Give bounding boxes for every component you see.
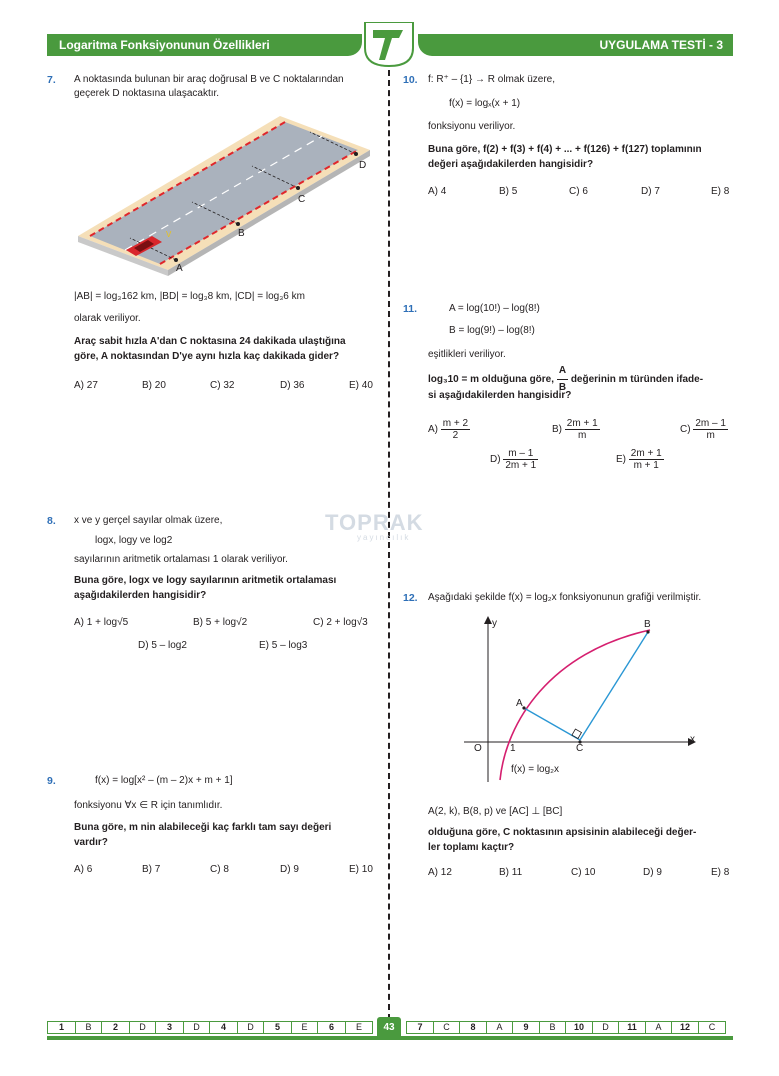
q10-number: 10. (403, 74, 418, 86)
answer-key-answer: D (130, 1022, 156, 1033)
q12-text: Aşağıdaki şekilde f(x) = log₂x fonksiyonunun grafiği verilmiştir. (428, 592, 702, 603)
q7-label-b: B (238, 228, 245, 239)
answer-key-answer: A (487, 1022, 513, 1033)
q12-option-a[interactable]: A) 12 (428, 867, 452, 878)
answer-key-number: 9 (513, 1022, 540, 1033)
q7-question-1: Araç sabit hızla A'dan C noktasına 24 dakikada ulaştığına (74, 336, 346, 347)
q11-option-c[interactable]: C) $\frac{2m - 1}{m}$ (680, 418, 726, 441)
q9-option-c[interactable]: C) 8 (210, 864, 229, 875)
q8-text-1: x ve y gerçel sayılar olmak üzere, (74, 515, 223, 526)
q12-label-a: A (516, 698, 523, 709)
q11-option-e[interactable]: E) $\frac{2m + 1}{m + 1}$ (616, 448, 662, 471)
q12-label-o: O (474, 743, 482, 754)
q11-option-d[interactable]: D) $\frac{m - 1}{2m + 1}$ (490, 448, 537, 471)
watermark-sub: yayıncılık (357, 533, 411, 542)
q8-text-3: sayılarının aritmetik ortalaması 1 olarak veriliyor. (74, 554, 288, 565)
q9-option-e[interactable]: E) 10 (349, 864, 373, 875)
q11-option-b[interactable]: B) $\frac{2m + 1}{m}$ (552, 418, 598, 441)
footer-bar (47, 1036, 733, 1040)
header-right-title: UYGULAMA TESTİ - 3 (418, 34, 733, 56)
q8-option-b[interactable]: B) 5 + log√2 (193, 617, 248, 628)
q10-option-b[interactable]: B) 5 (499, 186, 518, 197)
q12-option-d[interactable]: D) 9 (643, 867, 662, 878)
q7-option-e[interactable]: E) 40 (349, 380, 373, 391)
q8-option-c[interactable]: C) 2 + log√3 (313, 617, 368, 628)
q8-number: 8. (47, 515, 56, 527)
column-divider (388, 70, 390, 1020)
q10-line-1: f: R⁺ – {1} → R olmak üzere, (428, 74, 555, 85)
q12-option-c[interactable]: C) 10 (571, 867, 596, 878)
q8-question-1: Buna göre, logx ve logy sayılarının aritmetik ortalaması (74, 575, 337, 586)
q12-question-2: ler toplamı kaçtır? (428, 842, 515, 853)
answer-key-left (47, 1021, 373, 1034)
q9-question-2: vardır? (74, 837, 108, 848)
q12-question-1: olduğuna göre, C noktasının apsisinin alabileceği değer- (428, 827, 697, 838)
answer-key-number: 12 (672, 1022, 699, 1033)
answer-key-number: 7 (407, 1022, 434, 1033)
q11-line-3: eşitlikleri veriliyor. (428, 349, 506, 360)
q10-option-e[interactable]: E) 8 (711, 186, 730, 197)
q9-option-d[interactable]: D) 9 (280, 864, 299, 875)
q10-option-d[interactable]: D) 7 (641, 186, 660, 197)
answer-key-number: 3 (156, 1022, 184, 1033)
q10-option-c[interactable]: C) 6 (569, 186, 588, 197)
q11-number: 11. (403, 303, 418, 315)
q7-text-2: geçerek D noktasına ulaşacaktır. (74, 88, 220, 99)
q7-label-v: V (166, 230, 172, 239)
q12-graph (460, 612, 700, 787)
q12-label-y: y (492, 618, 497, 629)
q7-label-c: C (298, 194, 306, 205)
answer-key-answer: E (355, 1022, 362, 1032)
answer-key-answer: D (184, 1022, 210, 1033)
q10-line-2: f(x) = logₓ(x + 1) (449, 98, 521, 109)
q7-number: 7. (47, 74, 56, 86)
q11-condition: log₃10 = m olduğuna göre, (428, 374, 555, 386)
q8-option-e[interactable]: E) 5 – log3 (259, 640, 308, 651)
answer-key-answer: D (593, 1022, 619, 1033)
q8-option-a[interactable]: A) 1 + log√5 (74, 617, 129, 628)
publisher-logo (363, 22, 415, 68)
q12-option-b[interactable]: B) 11 (499, 867, 523, 878)
answer-key-right (406, 1021, 726, 1034)
watermark-brand: TOPRAK (325, 510, 424, 535)
q9-number: 9. (47, 775, 56, 787)
q11-question-2: si aşağıdakilerden hangisidir? (428, 390, 572, 401)
q12-option-e[interactable]: E) 8 (711, 867, 730, 878)
answer-key-number: 10 (566, 1022, 593, 1033)
answer-key-number: 5 (264, 1022, 292, 1033)
answer-key-number: 11 (619, 1022, 646, 1033)
page-number: 43 (377, 1017, 401, 1039)
q7-given: olarak veriliyor. (74, 313, 141, 324)
q7-distances: |AB| = log₃162 km, |BD| = log₃8 km, |CD| = log₃6 km (74, 291, 305, 302)
answer-key-number: 2 (102, 1022, 130, 1033)
q7-question-2: göre, A noktasından D'ye aynı hızla kaç dakikada gider? (74, 351, 340, 362)
q10-question-2: değeri aşağıdakilerden hangisidir? (428, 159, 594, 170)
q12-function-label: f(x) = log₂x (511, 764, 560, 775)
answer-key-number: 6 (318, 1022, 346, 1033)
q12-given: A(2, k), B(8, p) ve [AC] ⊥ [BC] (428, 806, 563, 817)
q9-text: fonksiyonu ∀x ∈ R için tanımlıdır. (74, 800, 223, 811)
q7-label-a: A (176, 263, 183, 274)
q7-option-a[interactable]: A) 27 (74, 380, 98, 391)
q11-line-1: A = log(10!) – log(8!) (449, 303, 540, 314)
answer-key-answer: C (434, 1022, 460, 1033)
answer-key-number: 1 (48, 1022, 76, 1033)
q7-option-d[interactable]: D) 36 (280, 380, 305, 391)
q12-label-c: C (576, 743, 584, 754)
q11-question-tail: değerinin m türünden ifade- (570, 374, 704, 386)
answer-key-answer: B (540, 1022, 566, 1033)
q9-question-1: Buna göre, m nin alabileceği kaç farklı tam sayı değeri (74, 822, 332, 833)
q12-label-one: 1 (510, 743, 516, 754)
q11-ratio-fraction: $\frac{A}{B}$ (558, 365, 567, 393)
q10-question-1: Buna göre, f(2) + f(3) + f(4) + ... + f(126) + f(127) toplamının (428, 144, 702, 155)
q9-option-a[interactable]: A) 6 (74, 864, 93, 875)
q7-option-b[interactable]: B) 20 (142, 380, 166, 391)
q10-line-3: fonksiyonu veriliyor. (428, 121, 516, 132)
q9-formula: f(x) = log[x² – (m – 2)x + m + 1] (95, 775, 233, 786)
answer-key-answer: B (76, 1022, 102, 1033)
q11-line-2: B = log(9!) – log(8!) (449, 325, 535, 336)
q12-label-x: x (690, 734, 695, 745)
header-left-title: Logaritma Fonksiyonunun Özellikleri (47, 34, 362, 56)
answer-key-answer: D (238, 1022, 264, 1033)
q7-option-c[interactable]: C) 32 (210, 380, 235, 391)
q8-question-2: aşağıdakilerden hangisidir? (74, 590, 207, 601)
q12-number: 12. (403, 592, 418, 604)
q7-label-d: D (359, 160, 367, 171)
answer-key-answer: E (292, 1022, 318, 1033)
q12-label-b: B (644, 619, 651, 630)
q7-text-1: A noktasında bulunan bir araç doğrusal B ve C noktalarından (74, 74, 344, 85)
q11-option-a[interactable]: A) $\frac{m + 2}{2}$ (428, 418, 469, 441)
q9-option-b[interactable]: B) 7 (142, 864, 161, 875)
answer-key-answer: A (646, 1022, 672, 1033)
answer-key-number: 4 (210, 1022, 238, 1033)
q8-option-d[interactable]: D) 5 – log2 (138, 640, 187, 651)
answer-key-number: 8 (460, 1022, 487, 1033)
answer-key-answer: C (708, 1022, 716, 1032)
q7-road-figure (70, 108, 380, 278)
q10-option-a[interactable]: A) 4 (428, 186, 447, 197)
q8-text-2: logx, logy ve log2 (95, 535, 173, 546)
